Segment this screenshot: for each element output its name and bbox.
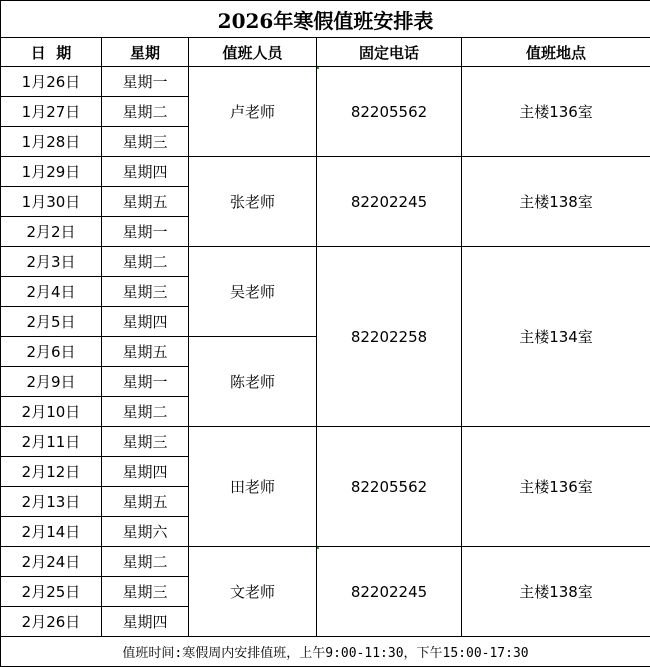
date-cell: 1月26日	[1, 67, 102, 97]
date-cell: 2月13日	[1, 487, 102, 517]
header-date: 日 期	[1, 38, 102, 67]
header-phone: 固定电话	[317, 38, 462, 67]
date-cell: 2月12日	[1, 457, 102, 487]
location-cell: 主楼138室	[462, 157, 650, 247]
staff-cell: 吴老师	[189, 247, 317, 337]
weekday-cell: 星期二	[102, 397, 189, 427]
weekday-cell: 星期五	[102, 487, 189, 517]
weekday-cell: 星期五	[102, 187, 189, 217]
weekday-cell: 星期二	[102, 547, 189, 577]
weekday-cell: 星期三	[102, 427, 189, 457]
staff-cell: 张老师	[189, 157, 317, 247]
weekday-cell: 星期六	[102, 517, 189, 547]
phone-cell: 82202245	[317, 547, 462, 637]
date-cell: 1月30日	[1, 187, 102, 217]
phone-cell: 82205562	[317, 67, 462, 157]
date-cell: 2月5日	[1, 307, 102, 337]
header-staff: 值班人员	[189, 38, 317, 67]
date-cell: 2月4日	[1, 277, 102, 307]
weekday-cell: 星期三	[102, 277, 189, 307]
location-cell: 主楼136室	[462, 427, 650, 547]
weekday-cell: 星期一	[102, 67, 189, 97]
date-cell: 1月29日	[1, 157, 102, 187]
table-row	[1, 247, 650, 277]
weekday-cell: 星期四	[102, 157, 189, 187]
date-cell: 2月3日	[1, 247, 102, 277]
table-row	[1, 427, 650, 457]
weekday-cell: 星期三	[102, 127, 189, 157]
table-row	[1, 547, 650, 577]
location-cell: 主楼138室	[462, 547, 650, 637]
header-weekday: 星期	[102, 38, 189, 67]
date-cell: 2月25日	[1, 577, 102, 607]
date-cell: 2月6日	[1, 337, 102, 367]
staff-cell: 田老师	[189, 427, 317, 547]
location-cell: 主楼136室	[462, 67, 650, 157]
table-row	[1, 67, 650, 97]
date-cell: 2月24日	[1, 547, 102, 577]
date-cell: 2月14日	[1, 517, 102, 547]
weekday-cell: 星期五	[102, 337, 189, 367]
table-title: 2026年寒假值班安排表	[1, 1, 650, 38]
staff-cell: 卢老师	[189, 67, 317, 157]
duty-hours-note: 值班时间:寒假周内安排值班，上午9:00-11:30，下午15:00-17:30	[1, 637, 650, 667]
phone-cell: 82202245	[317, 157, 462, 247]
weekday-cell: 星期一	[102, 367, 189, 397]
staff-cell: 陈老师	[189, 337, 317, 427]
date-cell: 1月27日	[1, 97, 102, 127]
weekday-cell: 星期四	[102, 457, 189, 487]
weekday-cell: 星期一	[102, 217, 189, 247]
staff-cell: 文老师	[189, 547, 317, 637]
date-cell: 2月26日	[1, 607, 102, 637]
date-cell: 2月11日	[1, 427, 102, 457]
phone-cell: 82202258	[317, 247, 462, 427]
weekday-cell: 星期四	[102, 307, 189, 337]
table-row	[1, 157, 650, 187]
weekday-cell: 星期二	[102, 247, 189, 277]
weekday-cell: 星期二	[102, 97, 189, 127]
date-cell: 2月2日	[1, 217, 102, 247]
date-cell: 2月10日	[1, 397, 102, 427]
date-cell: 2月9日	[1, 367, 102, 397]
weekday-cell: 星期三	[102, 577, 189, 607]
weekday-cell: 星期四	[102, 607, 189, 637]
header-location: 值班地点	[462, 38, 650, 67]
phone-cell: 82205562	[317, 427, 462, 547]
date-cell: 1月28日	[1, 127, 102, 157]
location-cell: 主楼134室	[462, 247, 650, 427]
